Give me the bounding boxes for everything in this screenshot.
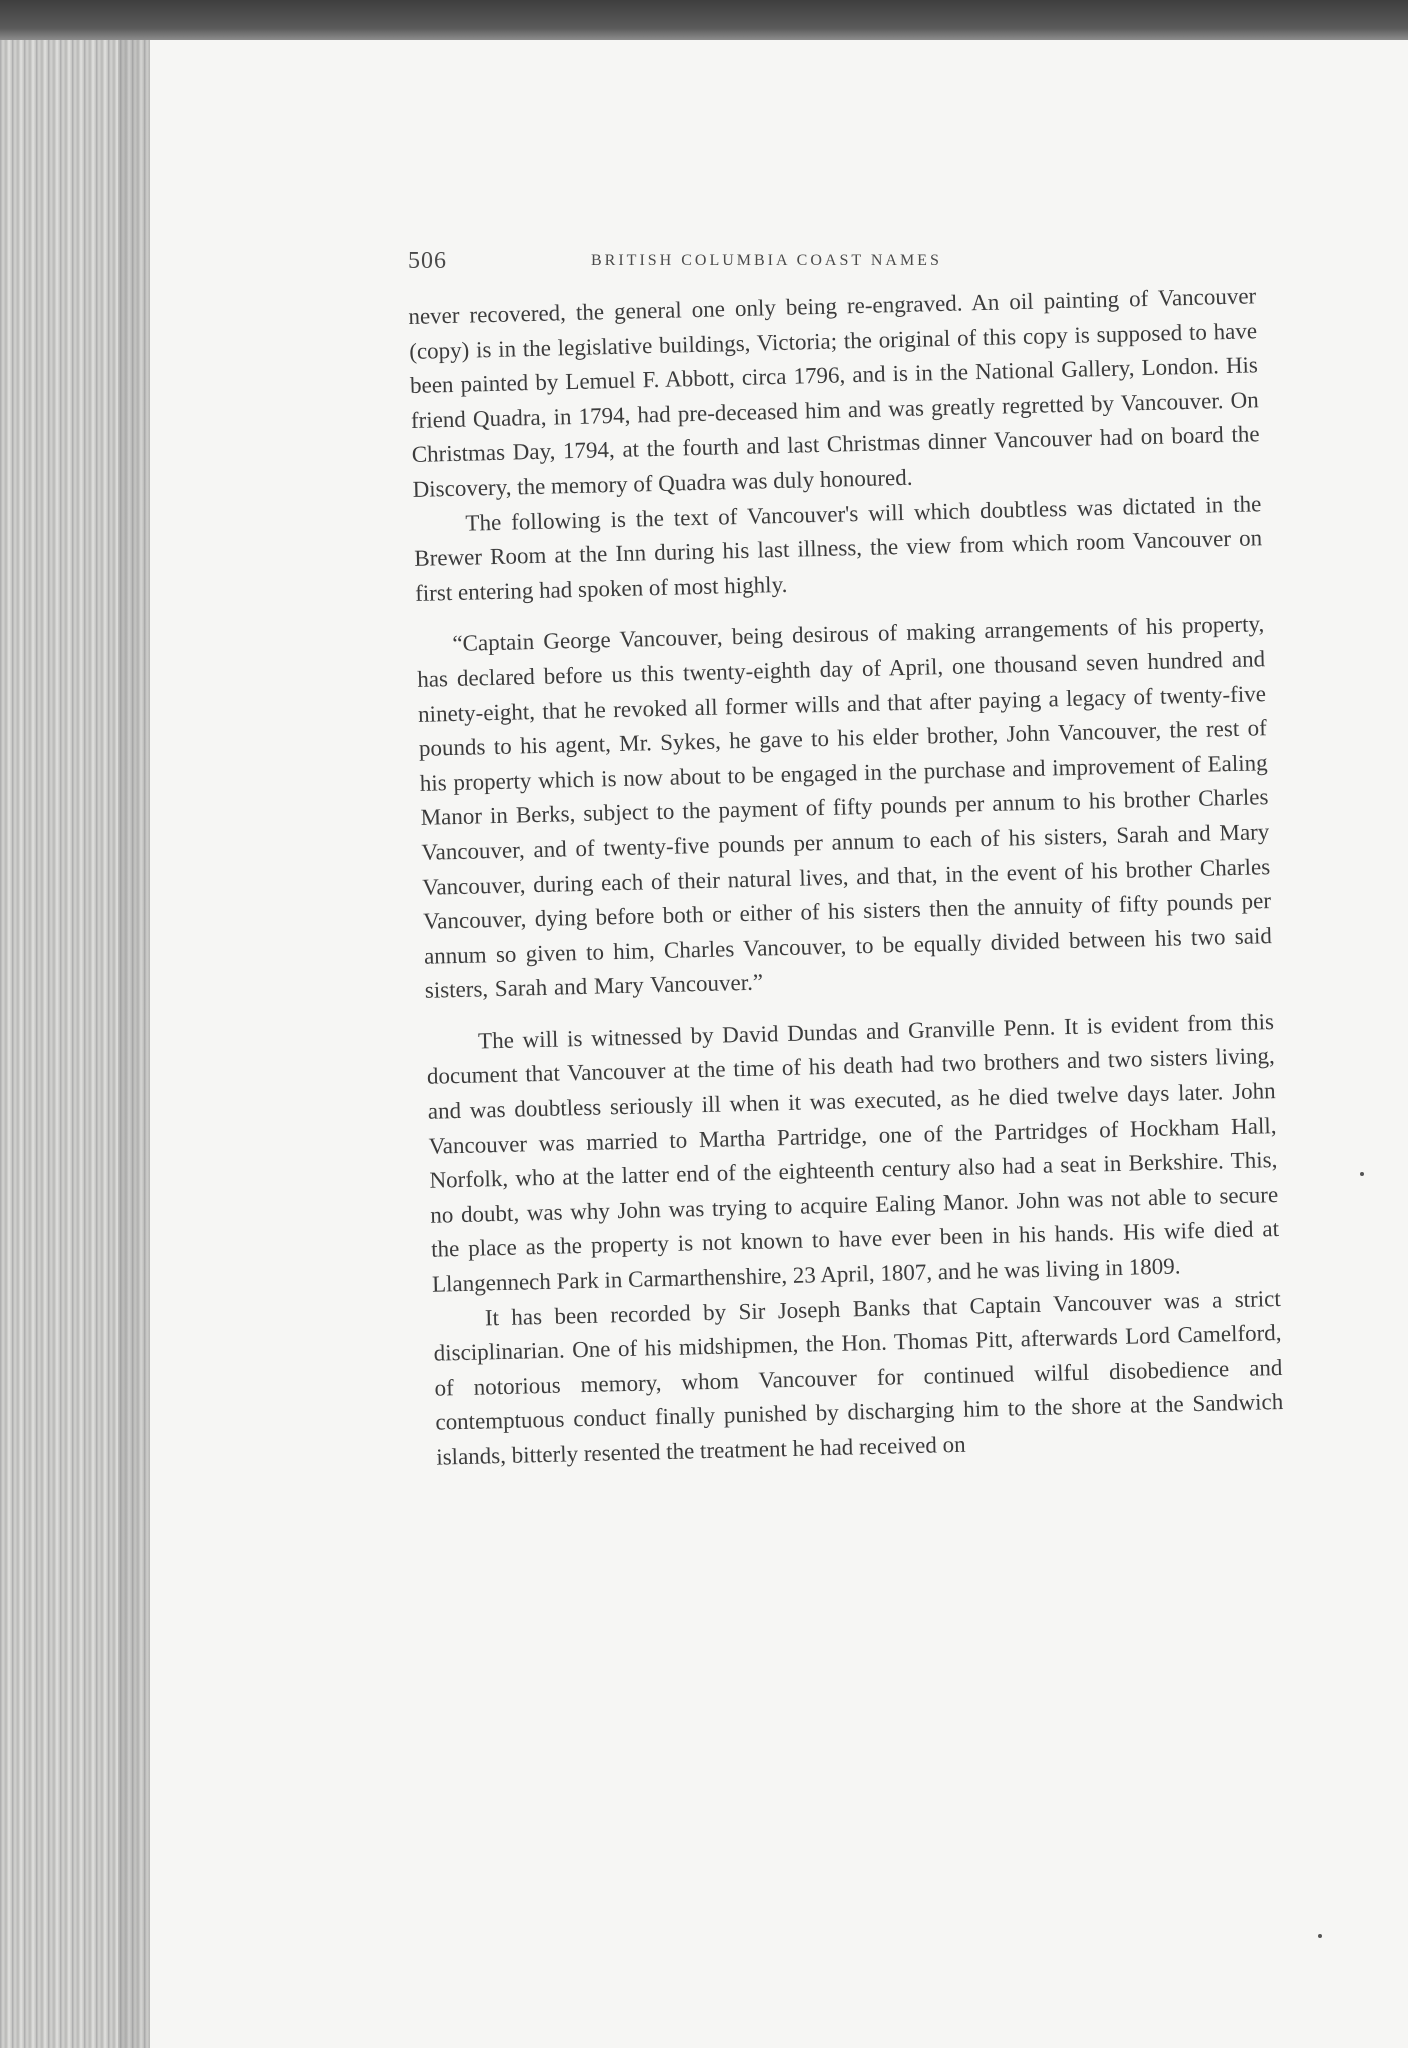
will-quotation: “Captain George Vancouver, being desirous of making arrangements of his property, has declared before us this twenty-eighth day of April, one thousand seven hundred and ninety-eight, that he revoked all former wills and that after paying a legacy of twenty-five pounds to his agent, Mr. Sykes, he gave to his elder brother, John Vancouver, the rest of his property which is now about to be engaged in the purchase and improvement of Ealing Manor in Berks, subject to the payment of fifty pounds per annum to his brother Charles Vancouver, and of twenty-five pounds per annum to each of his sisters, Sarah and Mary Vancouver, during each of their natural lives, and that, in the event of his brother Charles Vancouver, dying before both or either of his sisters then the annuity of fifty pounds per annum so given to him, Charles Vancouver, to be equally divided between his two said sisters, Sarah and Mary Vancouver.” — [416, 611, 1273, 1004]
page-number: 506 — [408, 248, 447, 274]
paragraph-will-intro: The following is the text of Vancouver's will which doubtless was dictated in the Brewer Room at the Inn during his last illness, the view from which room Vancouver on first entering had spoken of most highly. — [414, 490, 1263, 606]
paragraph-disciplinarian: It has been recorded by Sir Joseph Banks that Captain Vancouver was a strict disciplinarian. One of his midshipmen, the Hon. Thomas Pitt, afterwards Lord Camelford, of notorious memory, whom Vancouver for continued wilful disobedience and contemptuous conduct finally punished by discharging him to the shore at the Sandwich islands, bitterly resented the treatment he had received on — [433, 1285, 1284, 1470]
paragraph-portrait: never recovered, the general one only being re-engraved. An oil painting of Vancouver (copy) is in the legislative buildings, Victoria; the original of this copy is supposed to have been painted by Lemuel F. Abbott, circa 1796, and is in the National Gallery, London. His friend Quadra, in 1794, had pre-deceased him and was greatly regretted by Vancouver. On Christmas Day, 1794, at the fourth and last Christmas dinner Vancouver had on board the Discovery, the memory of Quadra was duly honoured. — [408, 283, 1260, 502]
scanner-top-band — [0, 0, 1408, 40]
scan-speck — [1360, 1172, 1364, 1176]
book-title: BRITISH COLUMBIA COAST NAMES — [591, 252, 942, 269]
body-text — [408, 279, 1284, 1475]
scan-speck — [1318, 1934, 1322, 1938]
paragraph-witnesses: The will is witnessed by David Dundas and Granville Penn. It is evident from this document that Vancouver at the time of his death had two brothers and two sisters living, and was doubtless seriously ill when it was executed, as he died twelve days later. John Vancouver was married to Martha Partridge, one of the Partridges of Hockham Hall, Norfolk, who at the latter end of the eighteenth century also had a seat in Berkshire. This, no doubt, was why John was trying to acquire Ealing Manor. John was not able to secure the place as the property is not known to have ever been in his hands. His wife died at Llangennech Park in Carmarthenshire, 23 April, 1807, and he was living in 1809. — [426, 1008, 1280, 1297]
